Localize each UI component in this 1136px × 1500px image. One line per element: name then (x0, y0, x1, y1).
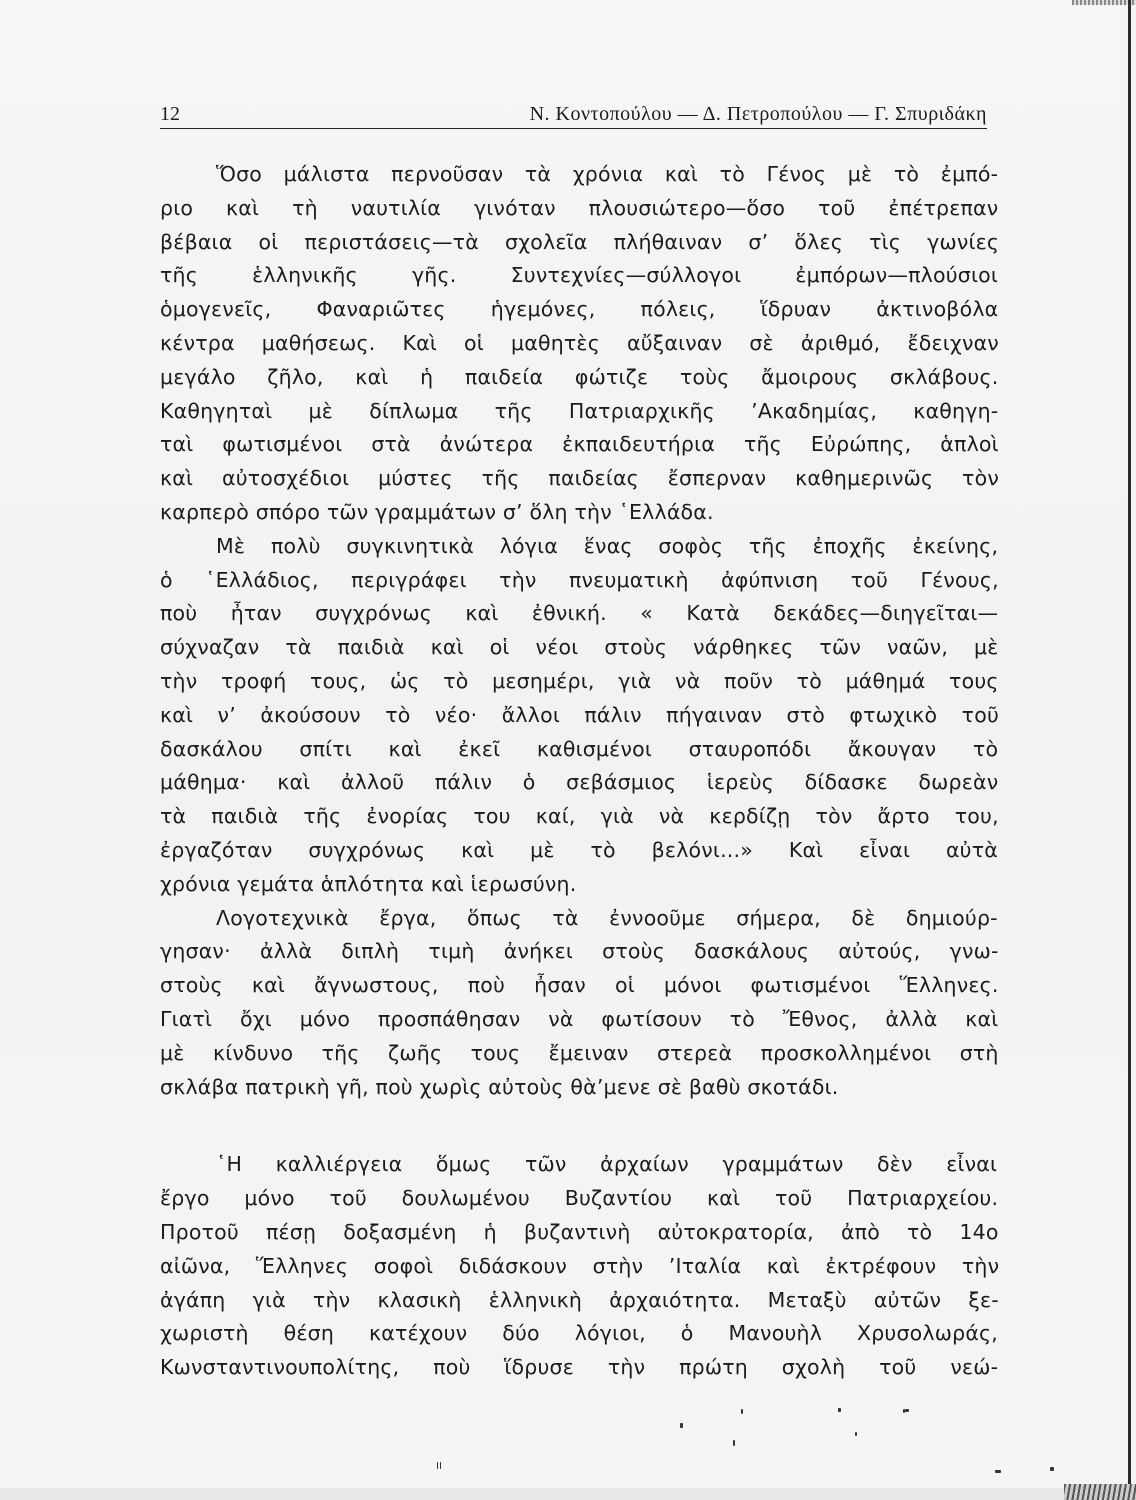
scan-speck (437, 1462, 438, 1469)
text-line: Λογοτεχνικὰ ἔργα, ὅπως τὰ ἐννοοῦμε σήμερα, δὲ δημιούρ- (216, 905, 998, 930)
text-line: σκλάβα πατρικὴ γῆ, ποὺ χωρὶς αὐτοὺς θὰ’μενε σὲ βαθὺ σκοτάδι. (160, 1074, 839, 1099)
text-line: καὶ ν’ ἀκούσουν τὸ νέο· ἄλλοι πάλιν πήγαιναν στὸ φτωχικὸ τοῦ (160, 702, 1000, 727)
text-line: ὁ ῾Ελλάδιος, περιγράφει τὴν πνευματικὴ ἀφύπνιση τοῦ Γένους, (160, 567, 999, 592)
running-head-authors: Ν. Κοντοπούλου — Δ. Πετροπούλου — Γ. Σπυριδάκη (529, 103, 987, 125)
text-line: Προτοῦ πέσῃ δοξασμένη ἡ βυζαντινὴ αὐτοκρατορία, ἀπὸ τὸ 14ο (160, 1219, 999, 1244)
text-line: Καθηγηταὶ μὲ δίπλωμα τῆς Πατριαρχικῆς ’Ακαδημίας, καθηγη- (160, 398, 999, 423)
text-line: στοὺς καὶ ἄγνωστους, ποὺ ἦσαν οἱ μόνοι φωτισμένοι Ἕλληνες. (160, 973, 999, 998)
text-line: τῆς ἑλληνικῆς γῆς. Συντεχνίες—σύλλογοι ἐμπόρων—πλούσιοι (160, 263, 999, 288)
text-line: τὰ παιδιὰ τῆς ἐνορίας του καί, γιὰ νὰ κερδίζῃ τὸν ἄρτο του, (160, 804, 999, 829)
scan-speck (855, 1432, 857, 1436)
running-head (160, 96, 987, 129)
text-line: σύχναζαν τὰ παιδιὰ καὶ οἱ νέοι στοὺς νάρθηκες τῶν ναῶν, μὲ (160, 635, 999, 660)
text-line: ριο καὶ τὴ ναυτιλία γινόταν πλουσιώτερο—ὅσο τοῦ ἐπέτρεπαν (160, 195, 999, 220)
paragraph (160, 1148, 1000, 1385)
paragraph (160, 902, 999, 1105)
text-line: ἔργο μόνο τοῦ δουλωμένου Βυζαντίου καὶ τοῦ Πατριαρχείου. (160, 1186, 999, 1211)
paragraph (160, 530, 1000, 902)
text-line: ἀγάπη γιὰ τὴν κλασικὴ ἑλληνικὴ ἀρχαιότητα. Μεταξὺ αὐτῶν ξε- (160, 1287, 999, 1312)
text-line: μὲ κίνδυνο τῆς ζωῆς τους ἔμειναν στερεὰ προσκολλημένοι στὴ (160, 1040, 999, 1065)
text-line: Ὅσο μάλιστα περνοῦσαν τὰ χρόνια καὶ τὸ Γένος μὲ τὸ ἐμπό- (216, 162, 999, 186)
text-line: ταὶ φωτισμένοι στὰ ἀνώτερα ἐκπαιδευτήρια τῆς Εὐρώπης, ἁπλοὶ (160, 432, 999, 457)
scan-speck (1050, 1467, 1054, 1471)
text-line: ῾Η καλλιέργεια ὅμως τῶν ἀρχαίων γραμμάτων δὲν εἶναι (216, 1152, 998, 1177)
text-line: ποὺ ἦταν συγχρόνως καὶ ἐθνική. « Κατὰ δεκάδες—διηγεῖται— (160, 601, 999, 626)
scan-speck (995, 1470, 1001, 1473)
text-line: βέβαια οἱ περιστάσεις—τὰ σχολεῖα πλήθαιναν σ’ ὅλες τὶς γωνίες (160, 229, 1000, 254)
scan-speck (838, 1408, 841, 1412)
text-line: γησαν· ἀλλὰ διπλὴ τιμὴ ἀνήκει στοὺς δασκάλους αὐτούς, γνω- (160, 939, 999, 964)
text-line: δασκάλου σπίτι καὶ ἐκεῖ καθισμένοι σταυροπόδι ἄκουγαν τὸ (160, 736, 999, 761)
text-line: Μὲ πολὺ συγκινητικὰ λόγια ἕνας σοφὸς τῆς ἐποχῆς ἐκείνης, (216, 533, 999, 558)
body-text (160, 158, 1000, 1385)
scan-edge-top (1072, 0, 1136, 5)
page-edge-shadow (1128, 0, 1131, 1490)
text-line: ἐργαζόταν συγχρόνως καὶ μὲ τὸ βελόνι...» Καὶ εἶναι αὐτὰ (160, 837, 998, 862)
text-line: αἰῶνα, Ἕλληνες σοφοὶ διδάσκουν στὴν ’Ιταλία καὶ ἐκτρέφουν τὴν (160, 1253, 1000, 1278)
text-line: κέντρα μαθήσεως. Καὶ οἱ μαθητὲς αὔξαιναν σὲ ἀριθμό, ἔδειχναν (160, 330, 999, 355)
scan-speck (680, 1423, 683, 1428)
text-line: καὶ αὐτοσχέδιοι μύστες τῆς παιδείας ἔσπερναν καθημερινῶς τὸν (160, 466, 999, 491)
scan-speck (440, 1462, 441, 1469)
text-line: Κωνσταντινουπολίτης, ποὺ ἵδρυσε τὴν πρώτη σχολὴ τοῦ νεώ- (160, 1355, 999, 1380)
text-line: χρόνια γεμάτα ἁπλότητα καὶ ἱερωσύνη. (160, 871, 577, 896)
text-line: ὁμογενεῖς, Φαναριῶτες ἡγεμόνες, πόλεις, ἵδρυαν ἀκτινοβόλα (160, 297, 999, 322)
page-number: 12 (160, 103, 180, 125)
text-line: Γιατὶ ὄχι μόνο προσπάθησαν νὰ φωτίσουν τὸ Ἔθνος, ἀλλὰ καὶ (160, 1006, 999, 1031)
text-line: χωριστὴ θέση κατέχουν δύο λόγιοι, ὁ Μανουὴλ Χρυσολωράς, (160, 1321, 998, 1346)
section-break (160, 1104, 987, 1148)
text-line: μάθημα· καὶ ἀλλοῦ πάλιν ὁ σεβάσμιος ἱερεὺς δίδασκε δωρεὰν (160, 770, 999, 795)
text-line: τὴν τροφή τους, ὡς τὸ μεσημέρι, γιὰ νὰ ποῦν τὸ μάθημά τους (160, 668, 999, 693)
text-line: καρπερὸ σπόρο τῶν γραμμάτων σ’ ὅλη τὴν ῾Ελλάδα. (160, 499, 714, 524)
paragraph (160, 158, 1000, 530)
scan-speck (733, 1440, 735, 1446)
scan-corner-artifact (1064, 1484, 1136, 1500)
scan-edge-bottom (0, 1488, 1136, 1500)
scan-speck (741, 1409, 743, 1414)
text-line: μεγάλο ζῆλο, καὶ ἡ παιδεία φώτιζε τοὺς ἄμοιρους σκλάβους. (160, 364, 999, 389)
scan-speck (905, 1409, 909, 1412)
